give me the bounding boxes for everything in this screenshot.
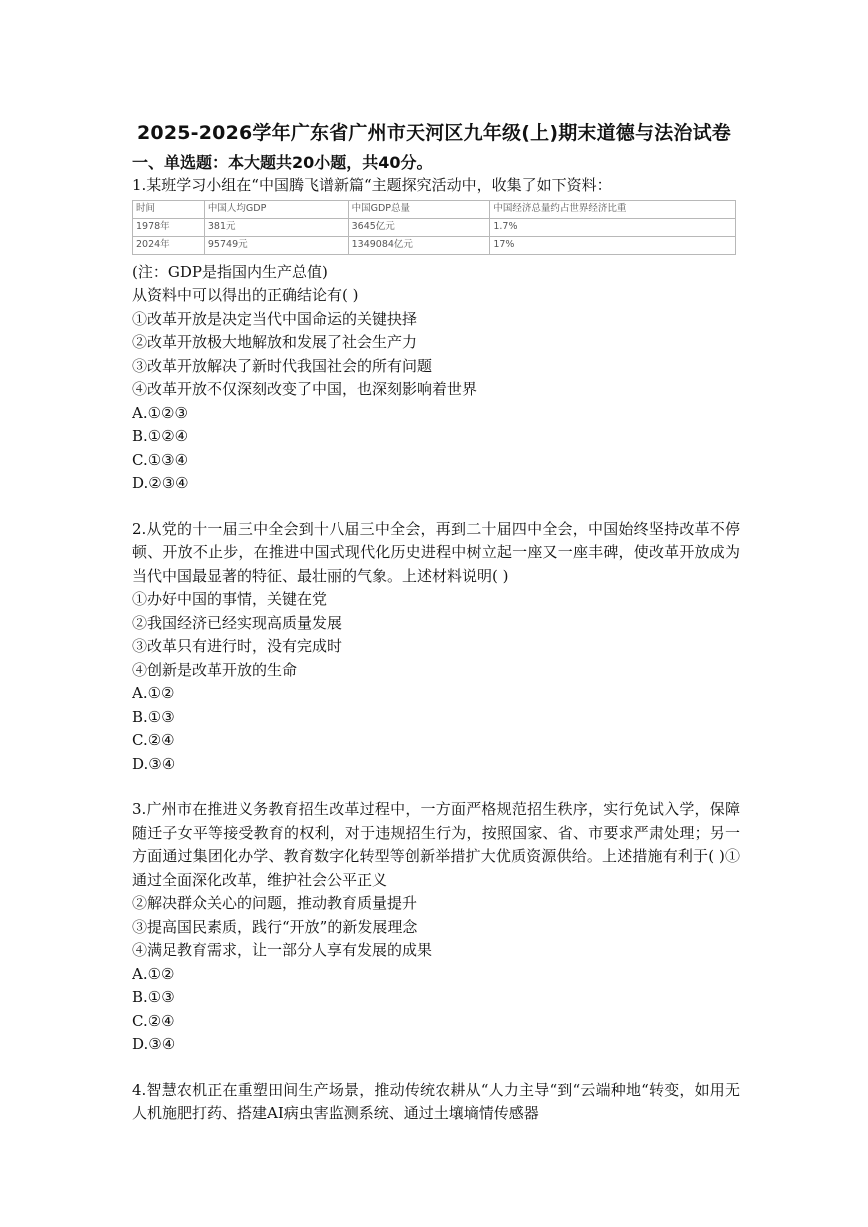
section-heading: 一、单选题：本大题共20小题，共40分。	[132, 153, 433, 172]
statement: ③改革开放解决了新时代我国社会的所有问题	[132, 356, 433, 375]
table-row	[133, 218, 736, 236]
exam-content	[132, 174, 740, 1126]
option-d[interactable]: D.③④	[132, 1035, 176, 1053]
statement: ②改革开放极大地解放和发展了社会生产力	[132, 333, 418, 351]
exam-title: 2025-2026学年广东省广州市天河区九年级(上)期末道德与法治试卷	[136, 122, 732, 144]
data-table	[132, 200, 736, 255]
question-stem: 2.从党的十一届三中全会到十八届三中全会，再到二十届四中全会，中国始终坚持改革不停顿、开放不止步，在推进中国式现代化历史进程中树立起一座又一座丰碑，使改革开放成为当代中国最显著的特征、最壮丽的气象。上述材料说明( )	[132, 519, 740, 585]
statement: ①办好中国的事情，关键在党	[132, 590, 328, 608]
question-3	[132, 798, 740, 1057]
table-cell: 17%	[490, 236, 736, 254]
table-header-cell: 中国经济总量约占世界经济比重	[490, 200, 736, 218]
option-d[interactable]: D.③④	[132, 754, 176, 773]
table-cell: 1349084亿元	[348, 236, 490, 254]
option-a[interactable]: A.①②③	[132, 403, 188, 422]
table-cell: 381元	[204, 218, 348, 236]
table-cell: 95749元	[204, 236, 348, 254]
option-d[interactable]: D.②③④	[132, 474, 189, 492]
statement: ③提高国民素质，践行“开放”的新发展理念	[132, 917, 418, 936]
option-a[interactable]: A.①②	[132, 964, 175, 983]
option-b[interactable]: B.①③	[132, 707, 175, 726]
question-1	[132, 174, 740, 496]
table-cell: 1978年	[133, 218, 205, 236]
option-c[interactable]: C.②④	[132, 1011, 175, 1030]
question-stem: 4.智慧农机正在重塑田间生产场景，推动传统农耕从“人力主导“到“云端种地“转变，如用无人机施肥打药、搭建AI病虫害监测系统、通过土壤墒情传感器	[132, 1080, 740, 1122]
option-c[interactable]: C.①③④	[132, 450, 189, 469]
statement: ③改革只有进行时，没有完成时	[132, 637, 343, 655]
question-prompt: 从资料中可以得出的正确结论有( )	[132, 286, 359, 304]
question-stem: 1.某班学习小组在“中国腾飞谱新篇“主题探究活动中，收集了如下资料：	[132, 176, 612, 194]
table-header-cell: 中国人均GDP	[204, 200, 348, 218]
option-b[interactable]: B.①②④	[132, 427, 189, 445]
table-cell: 1.7%	[490, 218, 736, 236]
option-a[interactable]: A.①②	[132, 684, 175, 702]
table-row	[133, 236, 736, 254]
table-header-cell: 时间	[133, 200, 205, 218]
statement: ①改革开放是决定当代中国命运的关键抉择	[132, 309, 418, 328]
statement: ②我国经济已经实现高质量发展	[132, 613, 343, 632]
table-header-row	[133, 200, 736, 218]
question-2	[132, 518, 740, 777]
statement: ②解决群众关心的问题，推动教育质量提升	[132, 894, 418, 912]
statement: ④满足教育需求，让一部分人享有发展的成果	[132, 941, 433, 959]
statement: ④创新是改革开放的生命	[132, 660, 298, 679]
table-note: (注：GDP是指国内生产总值)	[132, 262, 328, 281]
table-cell: 3645亿元	[348, 218, 490, 236]
table-cell: 2024年	[133, 236, 205, 254]
statement: ④改革开放不仅深刻改变了中国，也深刻影响着世界	[132, 380, 478, 398]
option-b[interactable]: B.①③	[132, 988, 175, 1006]
question-stem: 3.广州市在推进义务教育招生改革过程中，一方面严格规范招生秩序，实行免试入学，保障随迁子女平等接受教育的权利，对于违规招生行为，按照国家、省、市要求严肃处理；另一方面通过集团化办学、教育数字化转型等创新举措扩大优质资源供给。上述措施有利于( )①通过全面深化改革，维护社会公平正义	[132, 800, 740, 889]
option-c[interactable]: C.②④	[132, 731, 175, 749]
table-header-cell: 中国GDP总量	[348, 200, 490, 218]
question-4	[132, 1079, 740, 1126]
